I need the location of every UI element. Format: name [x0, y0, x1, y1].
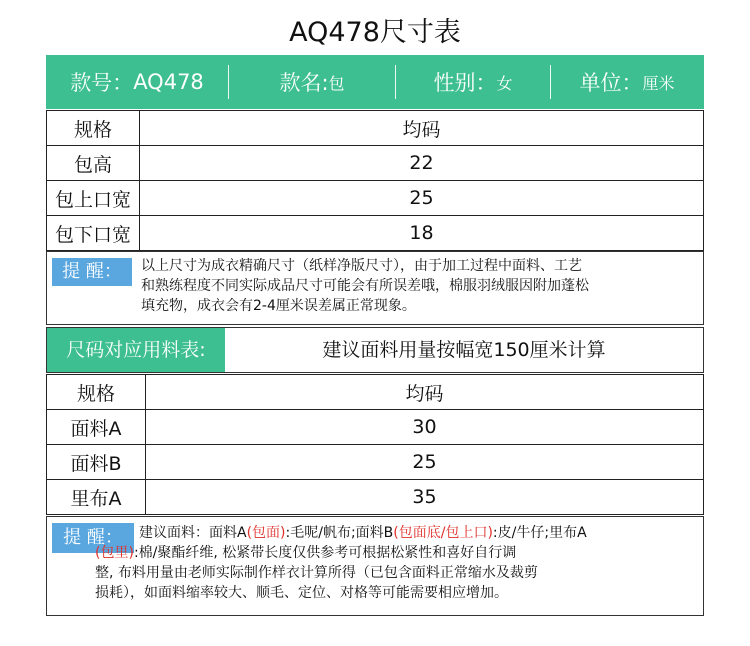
table-cell: 包上口宽 [47, 181, 140, 216]
table-row [47, 146, 704, 181]
table-header-row [47, 111, 704, 146]
highlight-text: (包里) [95, 545, 134, 561]
table-header-cell: 均码 [146, 375, 704, 410]
table-row [47, 480, 704, 515]
divider [395, 65, 396, 99]
page-title: AQ478尺寸表 [289, 17, 461, 48]
table-row [47, 410, 704, 445]
fabric-section-text: 建议面料用量按幅宽150厘米计算 [322, 339, 606, 361]
reminder-line: 填充物，成衣会有2-4厘米误差属正常现象。 [141, 298, 416, 314]
reminder-tag: 提 醒： [52, 258, 132, 286]
style-no-cell [46, 55, 228, 109]
gender-value: 女 [496, 73, 513, 93]
table-cell: 30 [146, 410, 704, 445]
gender-cell [396, 55, 550, 109]
table-row [47, 216, 704, 251]
table-row [47, 445, 704, 480]
name-value: 包 [328, 73, 345, 93]
table-row [47, 181, 704, 216]
fabric-table [46, 374, 704, 515]
table-cell: 包下口宽 [47, 216, 140, 251]
reminder-line [95, 543, 703, 563]
table-header-cell: 均码 [140, 111, 704, 146]
unit-cell [551, 55, 703, 109]
reminder-tag: 提 醒： [52, 523, 134, 553]
reminder-text [95, 523, 703, 603]
reminder-box-1 [46, 251, 704, 325]
unit-value: 厘米 [642, 73, 675, 93]
reminder-box-2 [46, 516, 704, 616]
reminder-line [139, 523, 703, 543]
text-run: :皮/牛仔;里布A [492, 525, 587, 541]
highlight-text: (包面) [246, 525, 286, 541]
divider [550, 65, 551, 99]
text-run: :棉/聚酯纤维, 松紧带长度仅供参考可根据松紧性和喜好自行调 [133, 545, 517, 561]
table-cell: 35 [146, 480, 704, 515]
info-header-bar [46, 55, 704, 109]
table-cell: 面料B [47, 445, 146, 480]
table-cell: 18 [140, 216, 704, 251]
table-cell: 25 [146, 445, 704, 480]
table-cell: 22 [140, 146, 704, 181]
size-table [46, 110, 704, 251]
text-run: 建议面料：面料A [139, 525, 247, 541]
fabric-section-label: 尺码对应用料表: [47, 328, 225, 372]
table-header-row [47, 375, 704, 410]
table-cell: 面料A [47, 410, 146, 445]
reminder-line: 整, 布料用量由老师实际制作样衣计算所得（已包含面料正常缩水及裁剪 [95, 565, 538, 581]
reminder-line: 损耗），如面料缩率较大、顺毛、定位、对格等可能需要相应增加。 [95, 585, 508, 601]
name-label: 款名: [279, 71, 329, 95]
reminder-line: 和熟练程度不同实际成品尺寸可能会有所误差哦，棉服羽绒服因附加蓬松 [141, 278, 589, 294]
fabric-section-header [46, 327, 704, 373]
gender-label: 性别： [433, 71, 497, 95]
reminder-line: 以上尺寸为成衣精确尺寸（纸样净版尺寸），由于加工过程中面料、工艺 [141, 258, 582, 274]
table-cell: 包高 [47, 146, 140, 181]
style-no-value: AQ478 [133, 70, 204, 94]
reminder-text [141, 256, 701, 316]
unit-label: 单位： [579, 71, 643, 95]
style-no-label: 款号： [70, 71, 134, 95]
highlight-text: (包面底/包上口) [393, 525, 493, 541]
table-cell: 里布A [47, 480, 146, 515]
divider [228, 65, 229, 99]
name-cell [229, 55, 395, 109]
text-run: :毛呢/帆布;面料B [285, 525, 394, 541]
table-header-cell: 规格 [47, 375, 146, 410]
table-cell: 25 [140, 181, 704, 216]
table-header-cell: 规格 [47, 111, 140, 146]
